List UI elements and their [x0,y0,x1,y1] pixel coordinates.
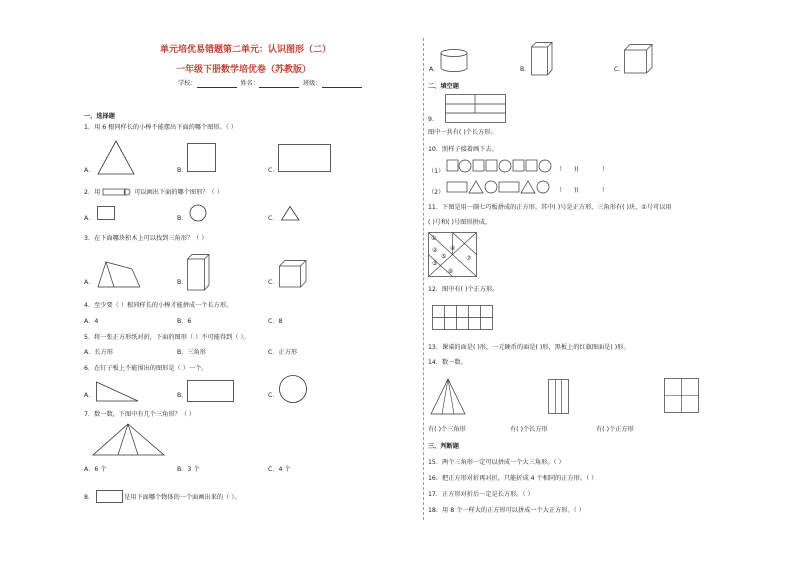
q5-option-b[interactable]: B．三角形 [177,349,206,356]
question-16: 16．把正方形对折再对折，只能折成 4 个相同的正方形。（ ） [428,475,598,482]
question-4: 4．至少要（ ）根同样长的小棒才能拼成一个长方形。 [84,302,233,309]
school-label: 学校： [178,80,197,87]
question-5: 5．将一张正方形纸对折，下面的图形（ ）不可能得到（ ）。 [84,334,250,341]
q3-option-a[interactable]: A． [84,279,95,286]
q6-option-c[interactable]: C． [268,392,279,399]
q14-caption-squares: 有( )个正方形 [596,426,634,433]
tangram-label-4: ④ [450,245,456,252]
q2-prefix: 2．用 [84,189,101,196]
triangle-figure [96,140,136,176]
question-12: 12．图中有( )个正方形。 [428,286,499,293]
question-1: 1．用 6 根同样长的小棒不能摆出下面的哪个图形。（ ） [84,124,237,131]
q8-option-c[interactable]: C． [614,66,625,73]
q14-triangles-figure [430,378,466,416]
class-label: 班级： [303,80,322,87]
triangle-count-figure [92,423,166,457]
q4-option-b[interactable]: B．6 [177,318,192,325]
school-field[interactable] [197,81,237,88]
q1-option-c[interactable]: C． [268,167,279,174]
rectangle-figure [278,144,332,174]
svg-text:）: ） [602,187,609,194]
cylinder-icon [102,188,132,196]
q14-caption-triangles: 有( )个三角形 [428,426,466,433]
q5-option-c[interactable]: C．正方形 [268,349,298,356]
wide-rectangle-figure [187,380,235,404]
q10-row-2-label: （2） [428,189,445,196]
section-true-false: 三、判断题 [428,443,459,450]
question-3: 3．在下面哪块积木上可以找到三角形？（ ） [84,235,208,242]
small-triangle-figure [281,206,301,222]
q7-option-c[interactable]: C．4 个 [268,466,291,473]
svg-text:)(: )( [574,166,579,173]
q4-option-a[interactable]: A．4 [84,318,99,325]
tangram-figure [428,232,478,278]
tall-cuboid-figure [531,42,555,76]
question-7: 7．数一数，下图中有几个三角形？（ ） [84,411,196,418]
column-divider [423,38,424,520]
small-rectangle-figure [97,206,117,222]
name-field[interactable] [259,81,299,88]
question-15: 15．两个三角形一定可以拼成一个大三角形。（ ） [428,459,565,466]
q14-squares-figure [664,378,700,414]
q2-option-b[interactable]: B． [177,215,188,222]
tangram-label-7: ⑦ [466,255,472,262]
q8-option-a[interactable]: A． [429,66,440,73]
q8-option-b[interactable]: B． [520,66,531,73]
cylinder-figure [440,49,470,73]
student-info-row [178,80,362,88]
q8-prefix: 8． [84,494,95,501]
question-11-line-1: 11．下图是用一副七巧板拼成的正方形。其中( )号是正方形，三角形有( )块，①号可以用 [428,204,672,211]
q6-option-a[interactable]: A． [84,392,95,399]
tangram-label-6: ⑥ [448,268,454,275]
q10-pattern-1 [446,158,616,176]
q14-caption-rectangles: 有( )个长方形 [510,426,548,433]
section-fill-in: 二、填空题 [428,83,459,90]
cube-figure [279,260,309,290]
question-10: 10．照样子接着画下去。 [428,146,498,153]
tangram-label-2: ② [432,247,438,254]
question-6: 6．在钉子板上不能围出的图形是（ ）一个。 [84,365,208,372]
question-2 [84,188,223,197]
q2-option-a[interactable]: A． [84,215,95,222]
q2-option-c[interactable]: C． [268,215,279,222]
q14-rectangles-figure [548,379,570,415]
cuboid-figure [187,254,213,292]
tangram-label-1: ① [431,235,437,242]
svg-text:）: ） [602,166,609,173]
q1-option-b[interactable]: B． [177,167,188,174]
question-8 [84,490,241,504]
large-circle-figure [279,375,309,405]
q7-option-a[interactable]: A．6 个 [84,466,107,473]
question-13: 13．课桌的面是( )形，一元硬币的面是( )形，黑板上的红旗图面是( )形。 [428,344,630,351]
square-figure [187,143,217,173]
q8-text: 是用下面哪个物体的一个面画出来的（ ）。 [124,494,241,501]
q9-rectangle-grid [445,94,507,124]
q9-answer: 图中一共有( )个长方形。 [428,129,497,136]
question-18: 18．用 8 个一样大的正方形可以拼成一个大正方形。（ ） [428,507,585,514]
cube-figure-2 [624,44,654,76]
tangram-label-5: ⑤ [441,253,447,260]
q1-option-a[interactable]: A． [84,167,95,174]
title-line-1: 单元培优易错题第二单元：认识图形（二） [160,45,332,55]
q4-option-c[interactable]: C．8 [268,318,283,325]
title-line-2: 一年级下册数学培优卷（苏教版） [176,65,312,75]
right-triangle-figure [96,381,140,403]
section-choice: 一、选择题 [84,113,115,120]
q6-option-b[interactable]: B． [177,392,188,399]
q2-text: 可以画出下面的哪个图形？（ ） [134,189,223,196]
q7-option-b[interactable]: B．3 个 [177,466,200,473]
question-11-line-2: ( )号和( )号图形拼成。 [428,219,492,226]
q8-rectangle-figure [96,490,124,504]
svg-text:)(: )( [574,187,579,194]
question-17: 17．正方形对折后一定是长方形。（ ） [428,491,534,498]
triangular-prism-figure [96,259,142,291]
question-9: 9． [428,116,439,123]
question-14: 14．数一数。 [428,359,467,366]
svg-text:（: （ [556,187,563,194]
q10-row-1-label: （1） [428,168,445,175]
svg-text:（: （ [556,166,563,173]
q3-option-c[interactable]: C． [268,279,279,286]
tangram-label-3: ③ [432,260,438,267]
class-field[interactable] [322,81,362,88]
q12-square-grid [432,305,494,331]
circle-figure [189,204,209,224]
q3-option-b[interactable]: B． [177,279,188,286]
q5-option-a[interactable]: A．长方形 [84,349,113,356]
name-label: 姓名： [240,80,260,87]
q10-pattern-2 [446,179,616,197]
